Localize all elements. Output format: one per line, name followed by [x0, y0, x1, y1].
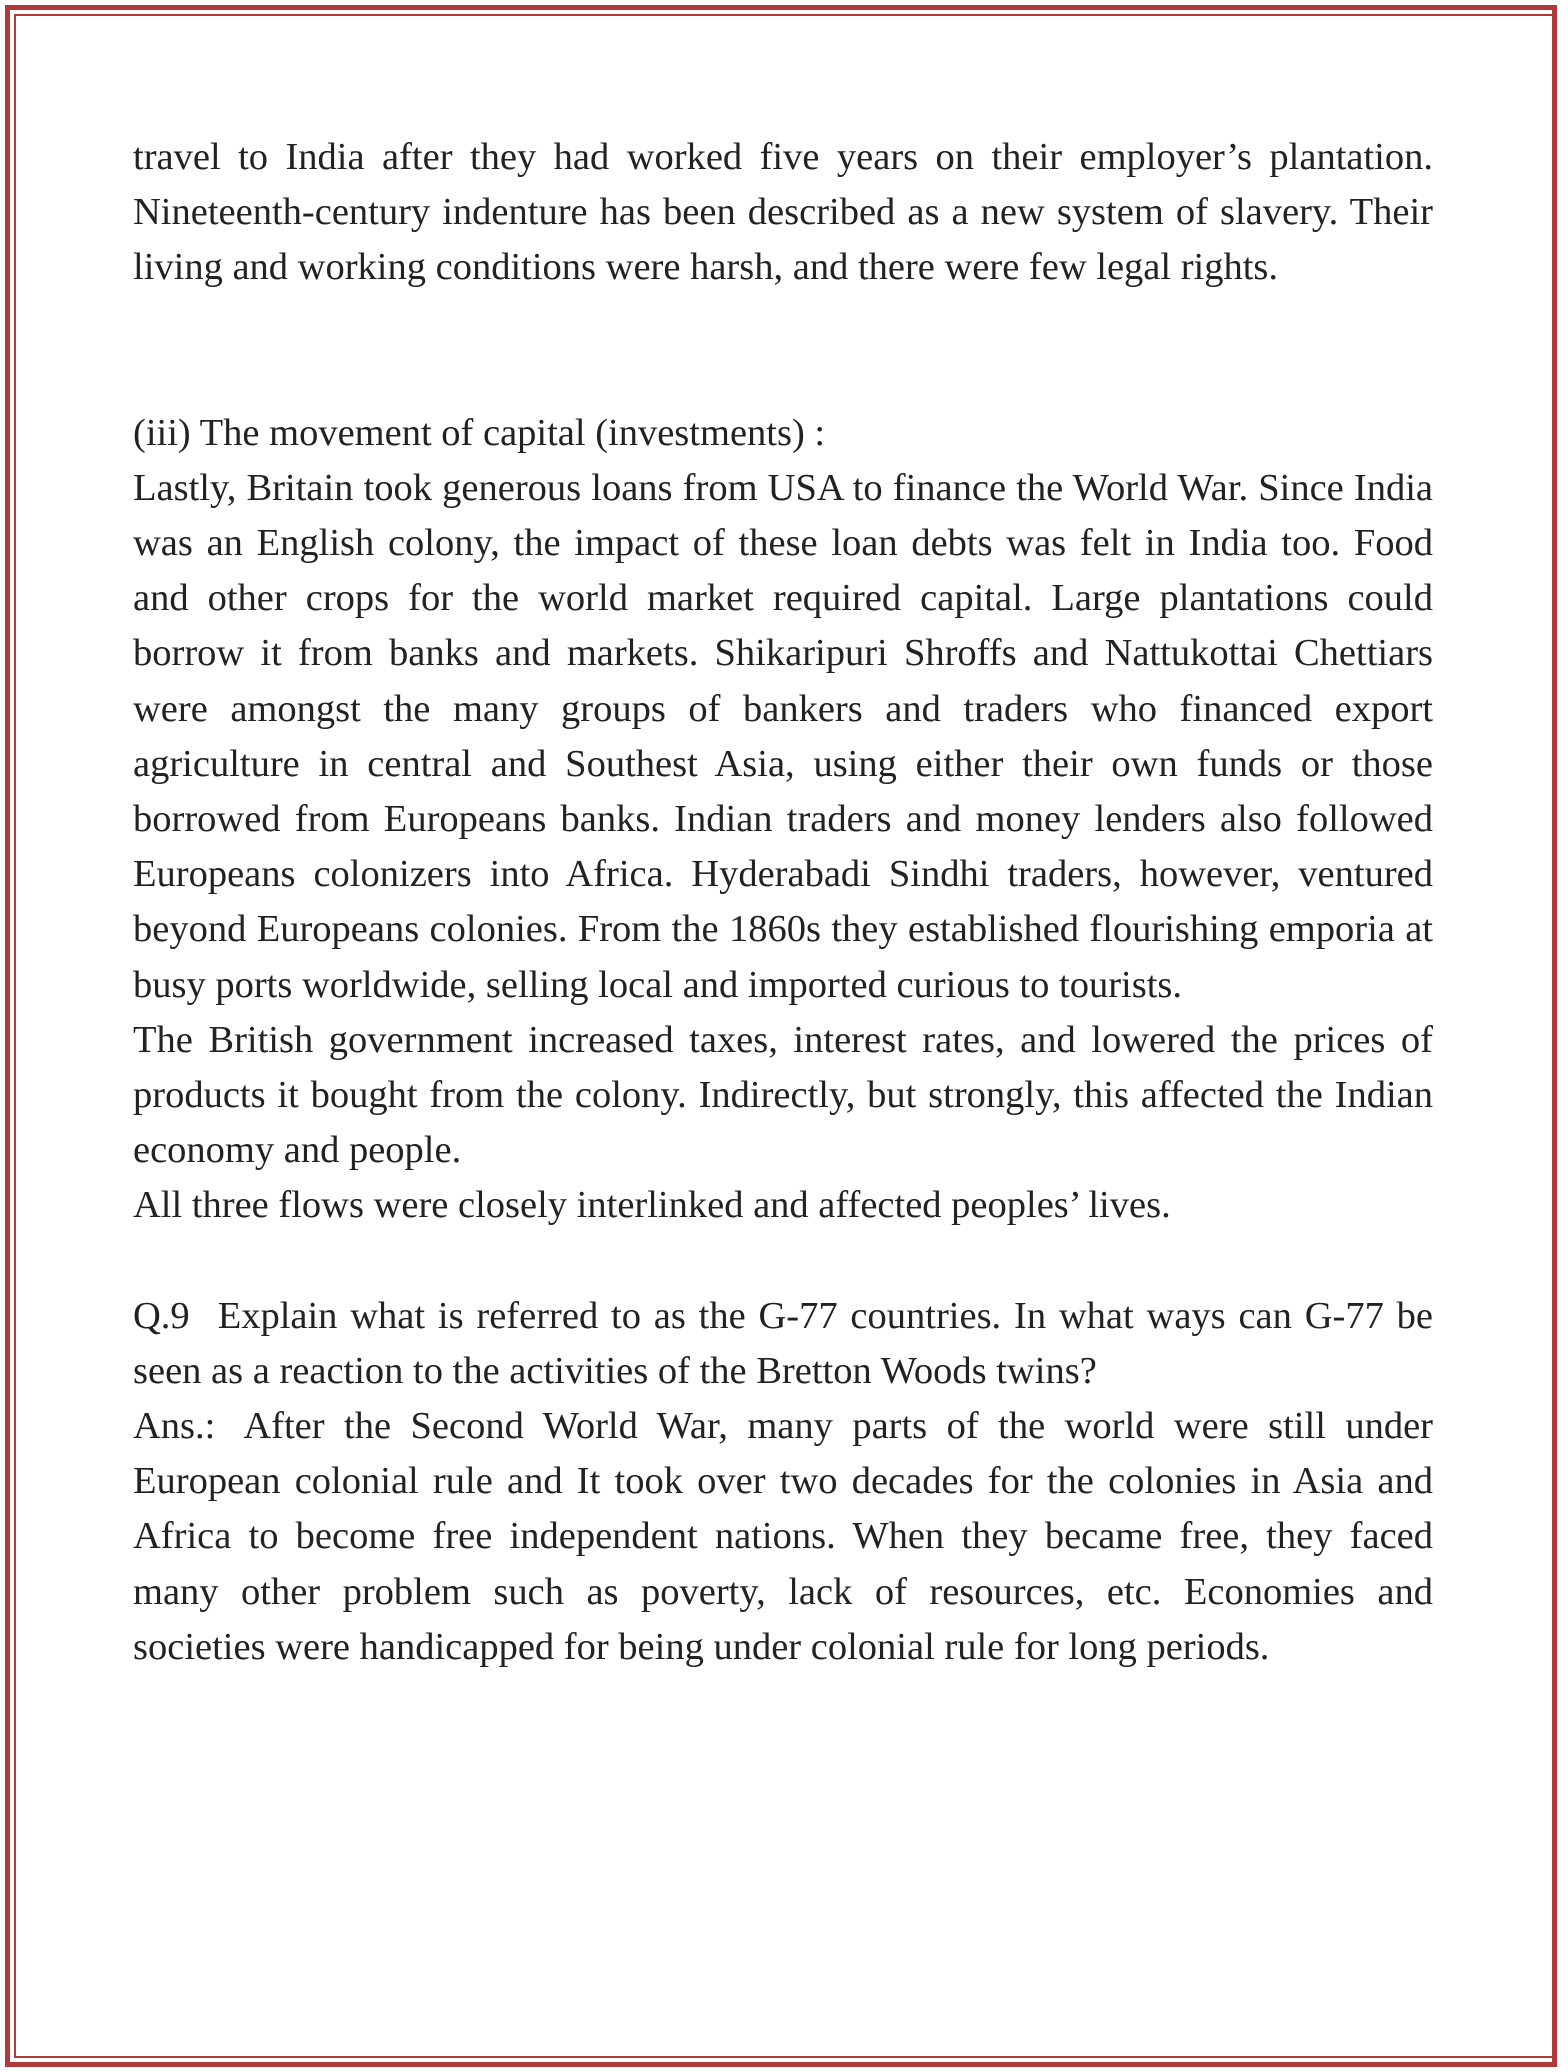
- section-iii-paragraph-2: The British government increased taxes, interest rates, and lowered the prices of products it bought from the colony. Indirectly, but strongly, this affected the Indian economy and people.: [133, 1018, 1433, 1172]
- section-iii-heading: (iii) The movement of capital (investments) :: [133, 411, 826, 454]
- answer-text: After the Second World War, many parts of the world were still under European colonial rule and It took over two decades for the colonies in Asia and Africa to become free independent nations. When they became free, they faced many other problem such as poverty, lack of resources, etc. Economies and societies were handicapped for being under colonial rule for long periods.: [133, 1405, 1433, 1668]
- answer-9: [133, 1399, 1433, 1675]
- spacer: [133, 296, 1433, 406]
- intro-paragraph: travel to India after they had worked five years on their employer’s plantation. Nineteenth-century indenture has been described as a new system of slavery. Their living and working conditions were harsh, and there were few legal rights.: [133, 136, 1433, 289]
- answer-label: Ans.:: [133, 1405, 216, 1448]
- section-iii-paragraph-3: All three flows were closely interlinked and affected peoples’ lives.: [133, 1184, 1171, 1227]
- question-text: Explain what is referred to as the G-77 countries. In what ways can G-77 be seen as a reaction to the activities of the Bretton Woods twins?: [133, 1294, 1433, 1392]
- section-iii-paragraph-1: Lastly, Britain took generous loans from USA to finance the World War. Since India was an English colony, the impact of these loan debts was felt in India too. Food and other crops for the world market required capital. Large plantations could borrow it from banks and markets. Shikaripuri Shroffs and Nattukottai Chettiars were amongst the many groups of bankers and traders who financed export agriculture in central and Southest Asia, using either their own funds or those borrowed from Europeans banks. Indian traders and money lenders also followed Europeans colonizers into Africa. Hyderabadi Sindhi traders, however, ventured beyond Europeans colonies. From the 1860s they established flourishing emporia at busy ports worldwide, selling local and imported curious to tourists.: [133, 466, 1433, 1006]
- document-body: [133, 130, 1433, 1675]
- question-9: [133, 1289, 1433, 1399]
- question-number: Q.9: [133, 1294, 190, 1337]
- spacer: [133, 1234, 1433, 1289]
